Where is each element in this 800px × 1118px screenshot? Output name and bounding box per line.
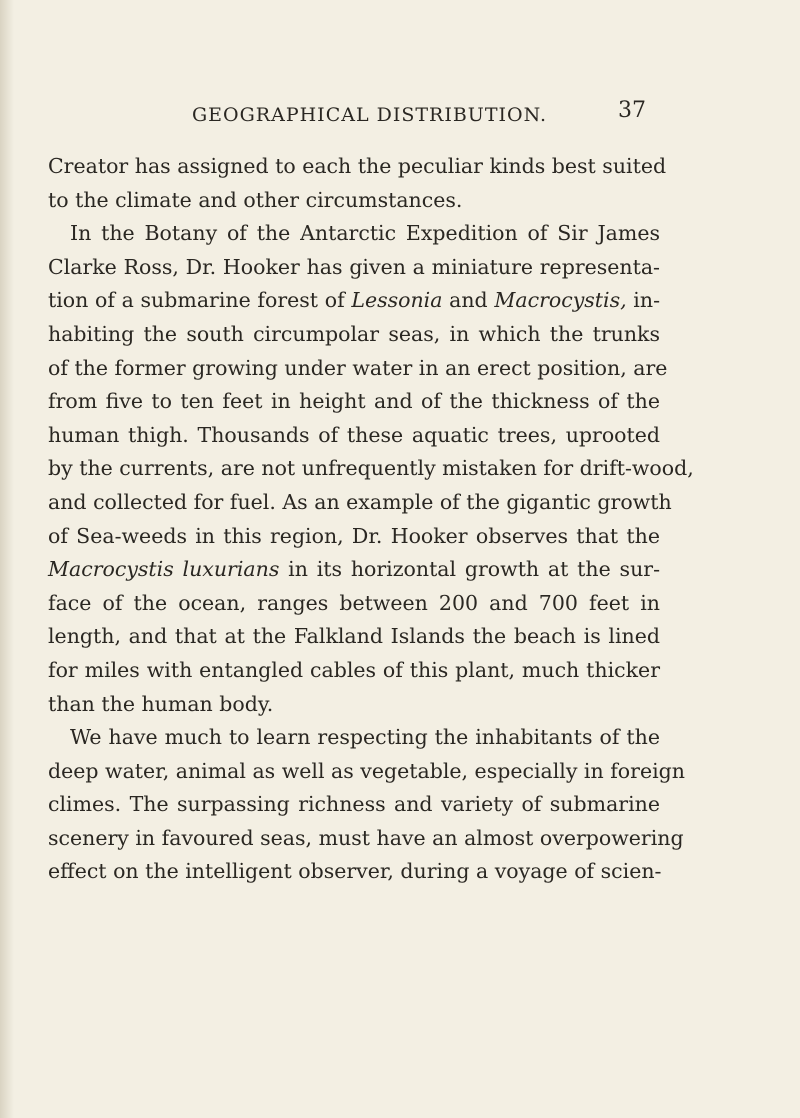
text-line: We have much to learn respecting the inhabitants of the [70, 725, 660, 750]
text-line: habiting the south circumpolar seas, in which the trunks [48, 321, 660, 346]
text-line: face of the ocean, ranges between 200 and 700 feet in [48, 590, 660, 615]
paragraph-3 [48, 721, 685, 889]
text-line: human thigh. Thousands of these aquatic trees, uprooted [48, 422, 660, 447]
text-run: in its horizontal growth at the sur- [279, 557, 661, 582]
page-number: 37 [618, 98, 646, 123]
text-line: of Sea-weeds in this region, Dr. Hooker observes that the [48, 523, 660, 548]
text-line: to the climate and other circumstances. [48, 187, 463, 212]
taxon-name: Macrocystis, [494, 288, 627, 313]
text-line: climes. The surpassing richness and variety of submarine [48, 792, 660, 817]
gutter-shadow [0, 0, 14, 1118]
text-line: Creator has assigned to each the peculiar kinds best suited [48, 154, 667, 178]
taxon-name: Lessonia [351, 288, 443, 313]
text-run: in- [626, 288, 660, 313]
text-line: by the currents, are not unfrequently mistaken for drift-wood, [48, 456, 694, 481]
text-line: than the human body. [48, 691, 274, 716]
text-line: of the former growing under water in an erect position, are [48, 355, 668, 380]
text-line: and collected for fuel. As an example of the gigantic growth [48, 489, 672, 514]
text-line: from five to ten feet in height and of the thickness of the [48, 389, 660, 414]
text-run: and [442, 288, 495, 313]
text-run: tion of a submarine forest of [48, 288, 352, 313]
page-header [0, 98, 800, 138]
text-line: In the Botany of the Antarctic Expedition of Sir James [70, 221, 660, 246]
text-line [48, 284, 660, 318]
body-text [48, 150, 694, 889]
text-line: deep water, animal as well as vegetable, especially in foreign [48, 758, 685, 783]
text-line: Clarke Ross, Dr. Hooker has given a miniature representa- [48, 254, 660, 279]
text-line: effect on the intelligent observer, during a voyage of scien- [48, 859, 662, 884]
paragraph-1 [48, 150, 667, 217]
text-line: for miles with entangled cables of this plant, much thicker [48, 657, 660, 682]
text-line [48, 553, 660, 587]
running-head: GEOGRAPHICAL DISTRIBUTION. [192, 104, 548, 126]
text-line: length, and that at the Falkland Islands the beach is lined [48, 624, 660, 649]
text-line: scenery in favoured seas, must have an almost overpowering [48, 825, 684, 850]
paragraph-2 [48, 217, 694, 721]
taxon-name: Macrocystis luxurians [48, 557, 280, 582]
